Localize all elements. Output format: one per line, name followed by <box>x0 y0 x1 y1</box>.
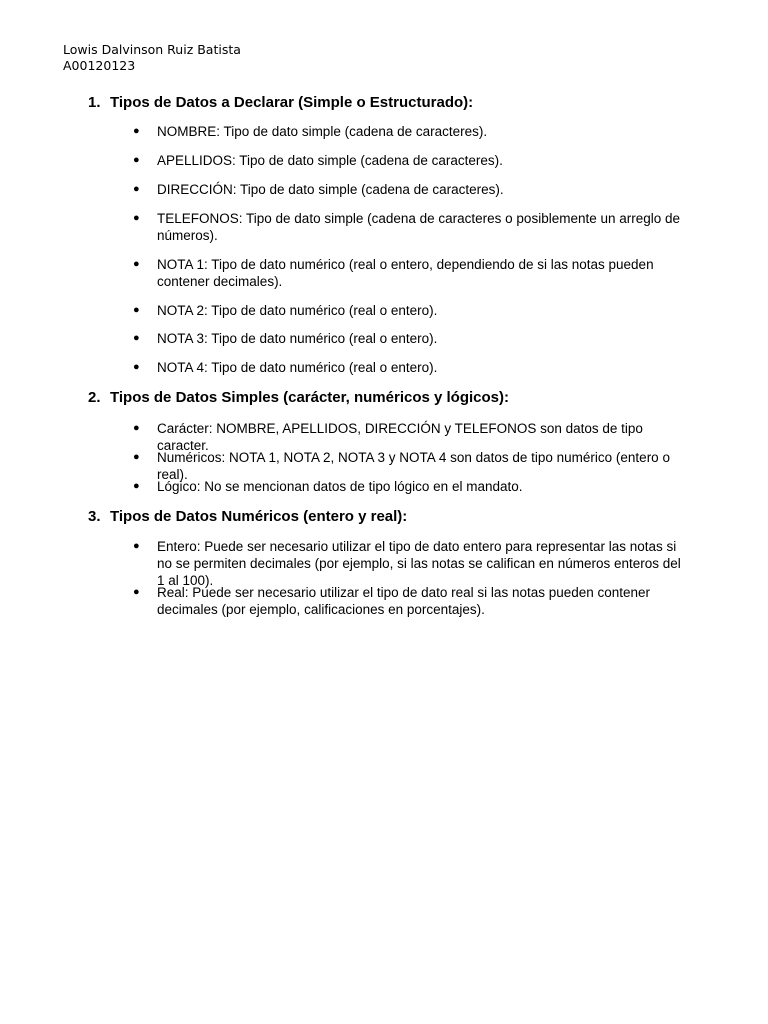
bullet-icon: ● <box>133 125 140 137</box>
section-2-heading: Tipos de Datos Simples (carácter, numéricos y lógicos): <box>110 389 510 406</box>
bullet-icon: ● <box>133 451 140 463</box>
section-3-heading: Tipos de Datos Numéricos (entero y real): <box>110 508 408 525</box>
bullet-icon: ● <box>133 586 140 598</box>
bullet-icon: ● <box>133 361 140 373</box>
section-2-title <box>88 389 509 407</box>
author-header <box>63 42 241 74</box>
section-1-heading: Tipos de Datos a Declarar (Simple o Estructurado): <box>110 94 474 111</box>
section-1-title <box>88 94 473 112</box>
bullet-icon: ● <box>133 304 140 316</box>
bullet-icon: ● <box>133 183 140 195</box>
section-3-number: 3. <box>88 508 101 525</box>
bullet-icon: ● <box>133 332 140 344</box>
bullet-icon: ● <box>133 212 140 224</box>
bullet-icon: ● <box>133 480 140 492</box>
student-id: A00120123 <box>63 58 136 73</box>
bullet-icon: ● <box>133 258 140 270</box>
bullet-icon: ● <box>133 154 140 166</box>
section-1-number: 1. <box>88 94 101 111</box>
section-3-title <box>88 508 407 526</box>
section-2-number: 2. <box>88 389 101 406</box>
bullet-icon: ● <box>133 540 140 552</box>
document-page: Lowis Dalvinson Ruiz Batista A00120123 1. Tipos de Datos a Declarar (Simple o Estructurado): ● NOMBRE: Tipo de dato simple (cadena de caracteres). ● APELLIDOS: Tipo de dato simple (cadena de caracteres). ● DIRECCIÓN: Tipo de dato simple (cadena de caracteres). ● TELEFONOS: Tipo de dato simple (cadena de caracteres o posiblemente un arreglo de números). ● NOTA 1: Tipo de dato numérico (real o entero, dependiendo de si las notas pueden contener decimales). ● NOTA 2: Tipo de dato numérico (real o entero). ● NOTA 3: Tipo de dato numérico (real o entero). ● NOTA 4: Tipo de dato numérico (real o entero). 2. Tipos de Datos Simples (carácter, numéricos y lógicos): ● Carácter: NOMBRE, APELLIDOS, DIRECCIÓN y TELEFONOS son datos de tipo caracter. ● Numéricos: NOTA 1, NOTA 2, NOTA 3 y NOTA 4 son datos de tipo numérico (entero o real). ● Lógico: No se mencionan datos de tipo lógico en el mandato. 3. Tipos de Datos Numéricos (entero y real): ● Entero: Puede ser necesario utilizar el tipo de dato entero para representar las notas si no se permiten decimales (por ejemplo, si las notas se califican en números enteros del 1 al 100). ● Real: Puede ser necesario utilizar el tipo de dato real si las notas pueden contener decimales (por ejemplo, calificaciones en porcentajes). <box>0 0 768 1024</box>
bullet-icon: ● <box>133 422 140 434</box>
author-name: Lowis Dalvinson Ruiz Batista <box>63 42 241 57</box>
